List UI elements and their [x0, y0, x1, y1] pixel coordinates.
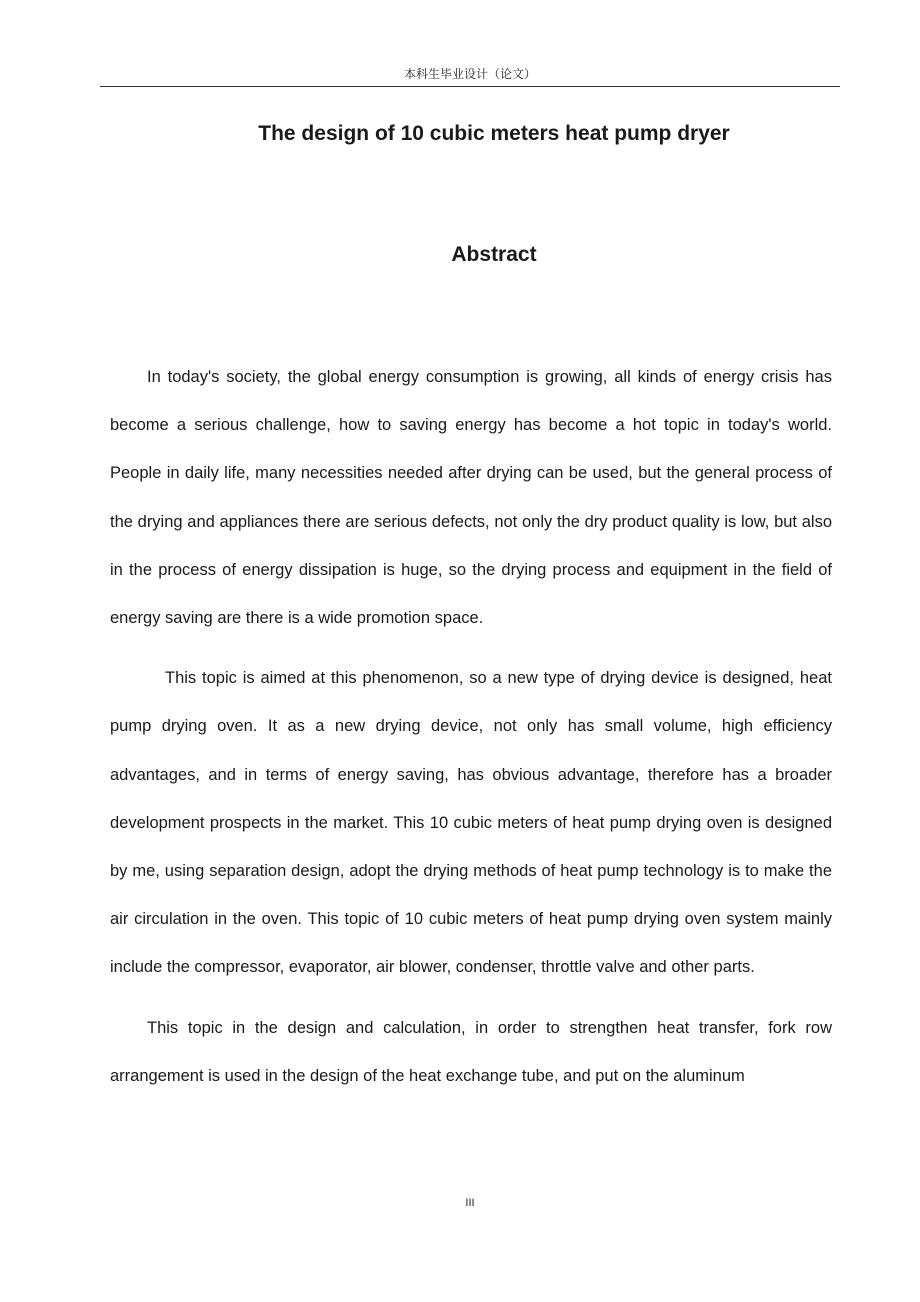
- header-divider: [100, 86, 840, 87]
- abstract-paragraph-3: This topic in the design and calculation, in order to strengthen heat transfer, fork row arrangement is used in the design of the heat exchange tube, and put on the aluminum: [110, 1018, 832, 1085]
- document-title: The design of 10 cubic meters heat pump dryer: [258, 122, 730, 145]
- running-header: 本科生毕业设计（论文）: [403, 67, 536, 81]
- abstract-heading: Abstract: [451, 243, 537, 266]
- abstract-paragraph-2: This topic is aimed at this phenomenon, so a new type of drying device is designed, heat pump drying oven. It as a new drying device, not only has small volume, high efficiency advantages, and in terms of energy saving, has obvious advantage, therefore has a broader development prospects in the market. This 10 cubic meters of heat pump drying oven is designed by me, using separation design, adopt the drying methods of heat pump technology is to make the air circulation in the oven. This topic of 10 cubic meters of heat pump drying oven system mainly include the compressor, evaporator, air blower, condenser, throttle valve and other parts.: [110, 669, 832, 977]
- page-number: III: [465, 1197, 475, 1209]
- abstract-body: [110, 353, 832, 1100]
- abstract-paragraph-1: In today's society, the global energy consumption is growing, all kinds of energy crisis has become a serious challenge, how to saving energy has become a hot topic in today's world. People in daily life, many necessities needed after drying can be used, but the general process of the drying and appliances there are serious defects, not only the dry product quality is low, but also in the process of energy dissipation is huge, so the drying process and equipment in the field of energy saving are there is a wide promotion space.: [110, 368, 832, 628]
